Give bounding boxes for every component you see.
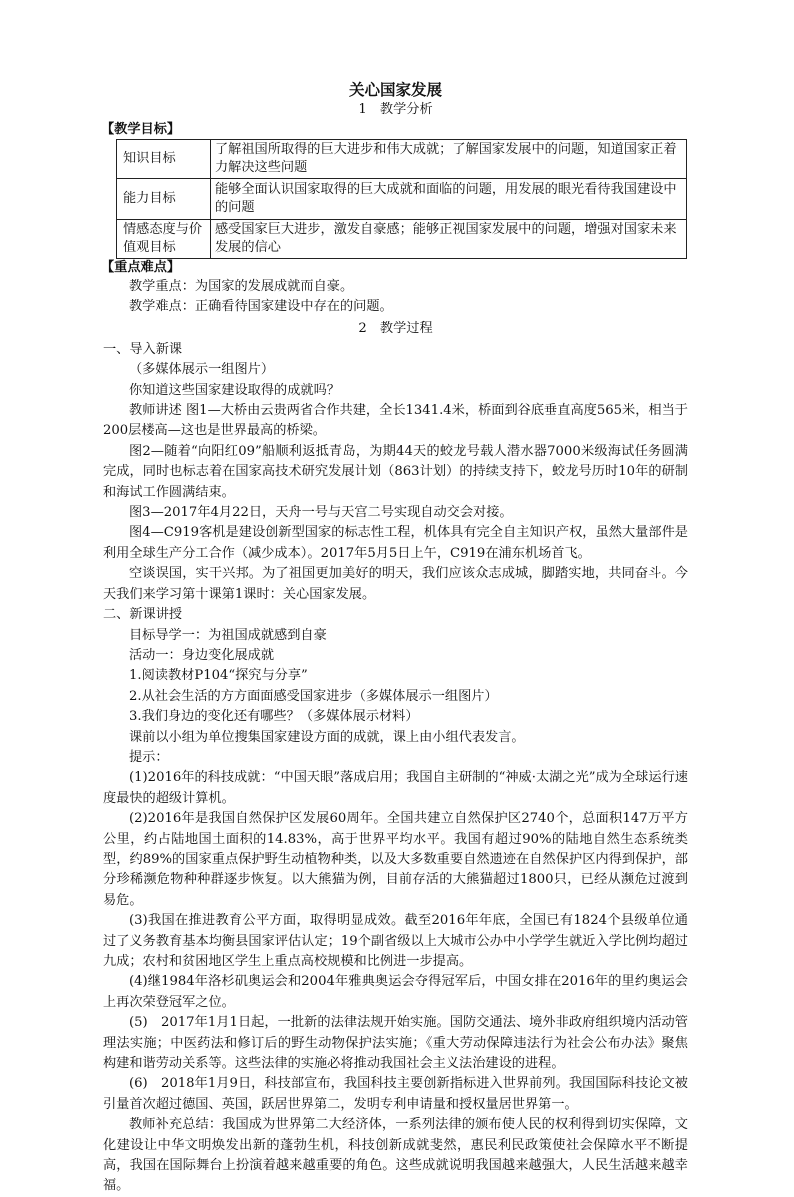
body-paragraph: （多媒体展示一组图片） — [129, 362, 275, 378]
body-paragraph: (6) 2018年1月9日，科技部宣布，我国科技主要创新指标进入世界前列。我国国际科技论文被引量首次超过德国、英国，跃居世界第二，发明专利申请量和授权量居世界第一。 — [103, 1076, 688, 1112]
goals-table — [116, 139, 687, 259]
goal-label: 能力目标 — [117, 179, 211, 220]
goal-label: 情感态度与价值观目标 — [117, 220, 211, 259]
body-paragraph: (5) 2017年1月1日起，一批新的法律法规开始实施。国防交通法、境外非政府组织境内活动管理法实施；中医药法和修订后的野生动物保护法实施；《重大劳动保障违法行为社会公布办法》聚焦构建和谐劳动关系等。这些法律的实施必将推动我国社会主义法治建设的进程。 — [103, 1015, 688, 1072]
goal-label: 知识目标 — [117, 140, 211, 179]
goal-text: 能够全面认识国家取得的巨大成就和面临的问题，用发展的眼光看待我国建设中的问题 — [211, 179, 687, 220]
body-paragraph: 空谈误国，实干兴邦。为了祖国更加美好的明天，我们应该众志成城，脚踏实地，共同奋斗。今天我们来学习第十课第1课时：关心国家发展。 — [103, 566, 688, 602]
body-paragraph: (1)2016年的科技成就：“中国天眼”落成启用；我国自主研制的“神威·太湖之光”成为全球运行速度最快的超级计算机。 — [103, 770, 688, 806]
goals-heading: 【教学目标】 — [101, 122, 181, 137]
body-paragraph: 3.我们身边的变化还有哪些？（多媒体展示材料） — [129, 709, 419, 725]
body-paragraph: (4)继1984年洛杉矶奥运会和2004年雅典奥运会夺得冠军后，中国女排在2016年的里约奥运会上再次荣登冠军之位。 — [103, 974, 688, 1010]
body-paragraph: 活动一：身边变化展成就 — [129, 647, 275, 663]
table-row — [117, 220, 687, 259]
body-paragraph: 课前以小组为单位搜集国家建设方面的成就，课上由小组代表发言。 — [129, 729, 525, 745]
key-point-text: 教学重点：为国家的发展成就而自豪。 — [129, 279, 354, 294]
table-row — [117, 179, 687, 220]
section-heading-process: 2 教学过程 — [358, 320, 433, 336]
section-heading-analysis: 1 教学分析 — [358, 102, 433, 117]
goal-text: 感受国家巨大进步，激发自豪感；能够正视国家发展中的问题，增强对国家未来发展的信心 — [211, 220, 687, 259]
body-paragraph: 图4—C919客机是建设创新型国家的标志性工程，机体具有完全自主知识产权，虽然大量部件是利用全球生产分工合作（减少成本）。2017年5月5日上午，C919在浦东机场首飞。 — [103, 525, 688, 561]
body-paragraphs — [103, 340, 688, 1197]
table-row — [117, 140, 687, 179]
body-paragraph: 一、导入新课 — [103, 341, 183, 357]
body-paragraph: 教师补充总结：我国成为世界第二大经济体，一系列法律的颁布使人民的权利得到切实保障，文化建设让中华文明焕发出新的蓬勃生机，科技创新成就斐然，惠民利民政策使社会保障水平不断提高，我国在国际舞台上扮演着越来越重要的角色。这些成就说明我国越来越强大，人民生活越来越幸福。 — [103, 1117, 688, 1194]
goal-text: 了解祖国所取得的巨大进步和伟大成就；了解国家发展中的问题，知道国家正着力解决这些问题 — [211, 140, 687, 179]
body-paragraph: 教师讲述 图1—大桥由云贵两省合作共建，全长1341.4米，桥面到谷底垂直高度565米，相当于200层楼高—这也是世界最高的桥梁。 — [103, 403, 688, 439]
body-paragraph: (2)2016年是我国自然保护区发展60周年。全国共建立自然保护区2740个，总面积147万平方公里，约占陆地国土面积的14.83%，高于世界平均水平。我国有超过90%的陆地自然生态系统类型，约89%的国家重点保护野生动植物种类，以及大多数重要自然遗迹在自然保护区内得到保护，部分珍稀濒危物种种群逐步恢复。以大熊猫为例，目前存活的大熊猫超过1800只，已经从濒危过渡到易危。 — [103, 811, 688, 908]
body-paragraph: 二、新课讲授 — [103, 607, 183, 623]
body-paragraph: 图3—2017年4月22日，天舟一号与天宫二号实现自动交会对接。 — [129, 505, 513, 521]
difficult-point-text: 教学难点：正确看待国家建设中存在的问题。 — [129, 299, 393, 315]
body-paragraph: 1.阅读教材P104“探究与分享” — [129, 668, 308, 684]
key-points-heading: 【重点难点】 — [101, 260, 181, 275]
document-page — [103, 79, 688, 1197]
body-paragraph: 目标导学一：为祖国成就感到自豪 — [129, 627, 327, 643]
document-title: 关心国家发展 — [348, 80, 442, 99]
body-paragraph: 2.从社会生活的方方面面感受国家进步（多媒体展示一组图片） — [129, 688, 498, 704]
body-paragraph: 提示： — [129, 749, 169, 765]
body-paragraph: 图2—随着“向阳红09”船顺利返抵青岛，为期44天的蛟龙号载人潜水器7000米级海试任务圆满完成，同时也标志着在国家高技术研究发展计划（863计划）的持续支持下，蛟龙号历时10年的研制和海试工作圆满结束。 — [103, 443, 688, 500]
body-paragraph: (3)我国在推进教育公平方面，取得明显成效。截至2016年年底，全国已有1824个县级单位通过了义务教育基本均衡县国家评估认定；19个副省级以上大城市公办中小学学生就近入学比例均超过九成；农村和贫困地区学生上重点高校规模和比例进一步提高。 — [103, 913, 688, 969]
body-paragraph: 你知道这些国家建设取得的成就吗？ — [129, 382, 340, 398]
